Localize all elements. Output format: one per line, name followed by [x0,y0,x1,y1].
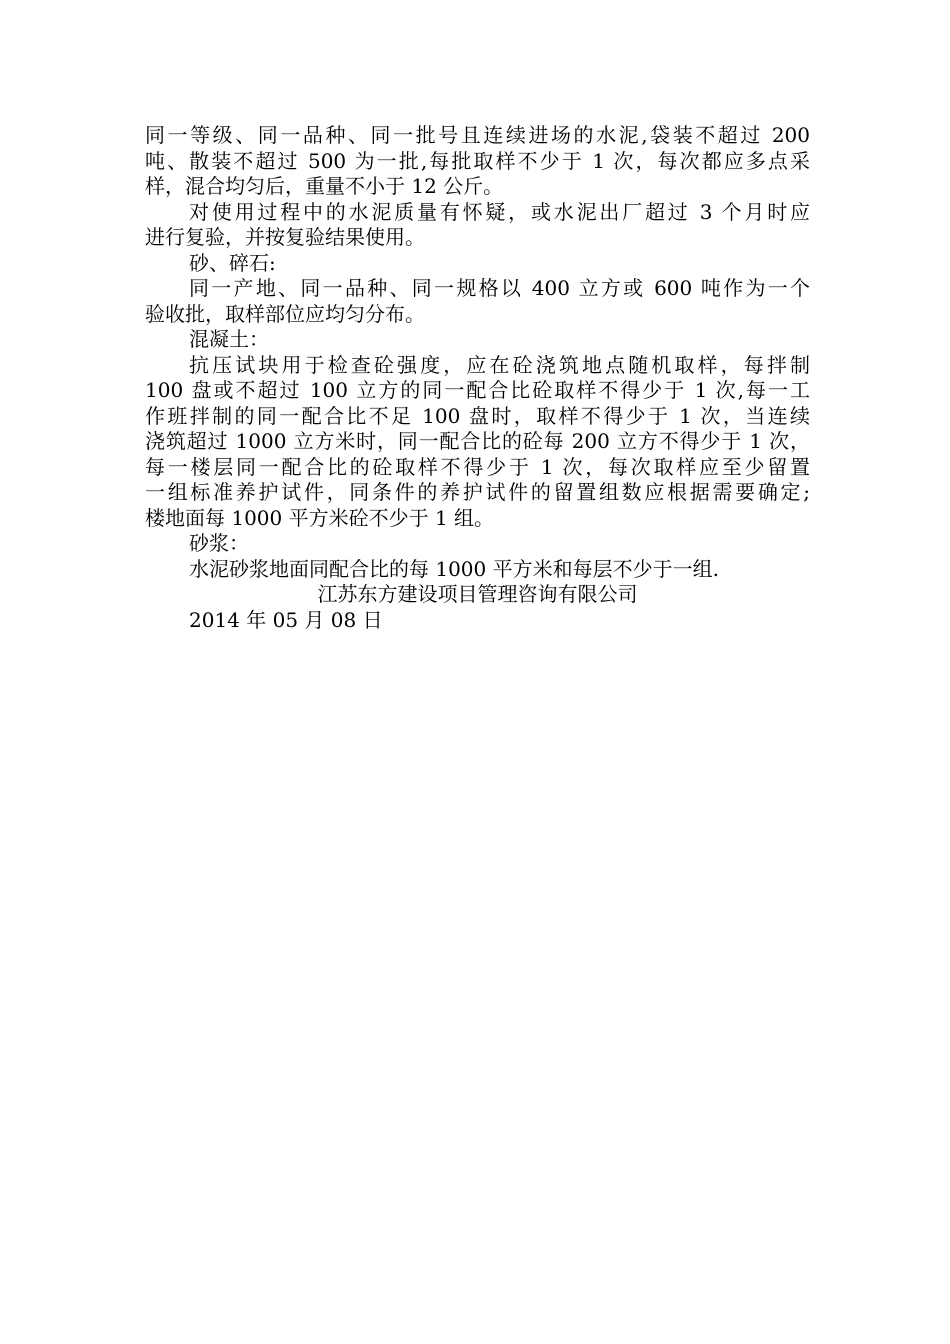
document-body [145,123,810,633]
text-line: 每一楼层同一配合比的砼取样不得少于 1 次，每次取样应至少留置 [145,454,810,479]
section-heading-concrete: 混凝土： [189,327,269,351]
text-line: 抗压试块用于检查砼强度，应在砼浇筑地点随机取样，每拌制 [189,352,810,377]
company-name: 江苏东方建设项目管理咨询有限公司 [317,582,638,606]
text-line: 吨、散装不超过 500 为一批,每批取样不少于 1 次，每次都应多点采 [145,148,810,173]
section-heading-sand-gravel: 砂、碎石: [189,250,276,275]
text-line: 水泥砂浆地面同配合比的每 1000 平方米和每层不少于一组. [189,556,719,581]
text-line: 同一产地、同一品种、同一规格以 400 立方或 600 吨作为一个 [189,276,810,300]
section-heading-mortar: 砂浆： [189,531,249,555]
text-line: 一组标准养护试件，同条件的养护试件的留置组数应根据需要确定; [145,480,810,504]
text-line: 楼地面每 1000 平方米砼不少于 1 组。 [145,505,495,530]
text-line: 同一等级、同一品种、同一批号且连续进场的水泥,袋装不超过 200 [145,123,810,147]
text-line: 浇筑超过 1000 立方米时，同一配合比的砼每 200 立方不得少于 1 次， [145,429,810,453]
text-line: 作班拌制的同一配合比不足 100 盘时，取样不得少于 1 次，当连续 [145,403,810,428]
text-line: 验收批，取样部位应均匀分布。 [145,301,425,326]
text-line: 进行复验，并按复验结果使用。 [145,225,425,249]
text-line: 对使用过程中的水泥质量有怀疑，或水泥出厂超过 3 个月时应 [189,199,810,224]
text-line: 100 盘或不超过 100 立方的同一配合比砼取样不得少于 1 次,每一工 [145,378,810,402]
document-date: 2014 年 05 月 08 日 [189,607,383,632]
text-line: 样，混合均匀后，重量不小于 12 公斤。 [145,174,504,198]
